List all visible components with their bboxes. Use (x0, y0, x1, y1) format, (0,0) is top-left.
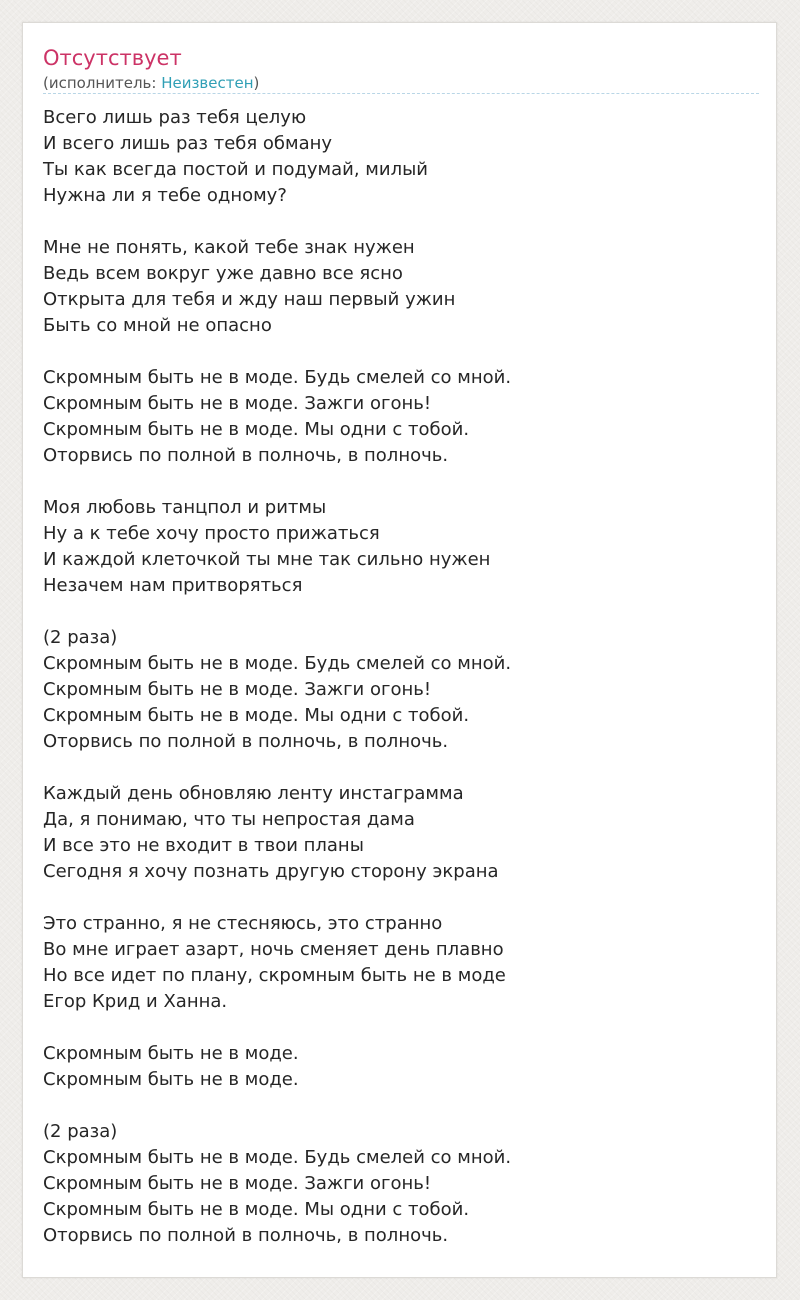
lyric-line: Ну а к тебе хочу просто прижаться (43, 523, 380, 544)
lyric-line: Быть со мной не опасно (43, 315, 272, 336)
lyrics-stanza (43, 911, 753, 1015)
lyric-line: Оторвись по полной в полночь, в полночь. (43, 1225, 449, 1246)
lyric-line: Незачем нам притворяться (43, 575, 303, 596)
lyrics-stanza (43, 235, 753, 339)
lyric-line: И каждой клеточкой ты мне так сильно нужен (43, 549, 491, 570)
lyric-line: Мне не понять, какой тебе знак нужен (43, 237, 415, 258)
lyric-line: (2 раза) (43, 1121, 118, 1142)
lyric-line: Оторвись по полной в полночь, в полночь. (43, 445, 449, 466)
lyric-line: Скромным быть не в моде. (43, 1043, 299, 1064)
lyric-line: Но все идет по плану, скромным быть не в моде (43, 965, 506, 986)
lyric-line: Егор Крид и Ханна. (43, 991, 228, 1012)
song-title: Отсутствует (43, 46, 182, 70)
lyrics-stanza (43, 625, 753, 755)
artist-suffix: ) (253, 74, 260, 92)
lyric-line: Нужна ли я тебе одному? (43, 185, 287, 206)
lyric-line: Это странно, я не стесняюсь, это странно (43, 913, 443, 934)
lyric-line: Скромным быть не в моде. Зажги огонь! (43, 393, 432, 414)
lyric-line: Скромным быть не в моде. Будь смелей со мной. (43, 1147, 512, 1168)
artist-line (43, 73, 259, 93)
title-divider (43, 93, 759, 94)
lyric-line: Моя любовь танцпол и ритмы (43, 497, 327, 518)
lyric-line: Скромным быть не в моде. Мы одни с тобой. (43, 705, 470, 726)
lyric-line: Скромным быть не в моде. Мы одни с тобой. (43, 419, 470, 440)
lyric-line: Да, я понимаю, что ты непростая дама (43, 809, 415, 830)
lyric-line: Скромным быть не в моде. Зажги огонь! (43, 1173, 432, 1194)
artist-prefix: (исполнитель: (43, 74, 162, 92)
lyrics-stanza (43, 1119, 753, 1249)
lyric-line: Скромным быть не в моде. Будь смелей со мной. (43, 367, 512, 388)
lyric-line: Ведь всем вокруг уже давно все ясно (43, 263, 403, 284)
lyric-line: Оторвись по полной в полночь, в полночь. (43, 731, 449, 752)
lyric-line: Каждый день обновляю ленту инстаграмма (43, 783, 464, 804)
lyrics-stanza (43, 781, 753, 885)
lyric-line: И все это не входит в твои планы (43, 835, 364, 856)
lyric-line: Открыта для тебя и жду наш первый ужин (43, 289, 456, 310)
lyric-line: И всего лишь раз тебя обману (43, 133, 333, 154)
lyric-line: (2 раза) (43, 627, 118, 648)
lyrics-stanza (43, 495, 753, 599)
lyric-line: Скромным быть не в моде. (43, 1069, 299, 1090)
lyric-line: Во мне играет азарт, ночь сменяет день плавно (43, 939, 504, 960)
lyrics-stanza (43, 105, 753, 209)
lyric-line: Скромным быть не в моде. Будь смелей со мной. (43, 653, 512, 674)
artist-link[interactable]: Неизвестен (161, 74, 254, 92)
lyrics-stanza (43, 1041, 753, 1093)
lyric-line: Скромным быть не в моде. Зажги огонь! (43, 679, 432, 700)
lyrics-stanza (43, 365, 753, 469)
lyric-line: Всего лишь раз тебя целую (43, 107, 307, 128)
lyric-line: Ты как всегда постой и подумай, милый (43, 159, 428, 180)
lyric-line: Сегодня я хочу познать другую сторону экрана (43, 861, 499, 882)
lyrics-card (22, 22, 777, 1278)
lyrics-text (43, 105, 753, 1275)
lyric-line: Скромным быть не в моде. Мы одни с тобой. (43, 1199, 470, 1220)
